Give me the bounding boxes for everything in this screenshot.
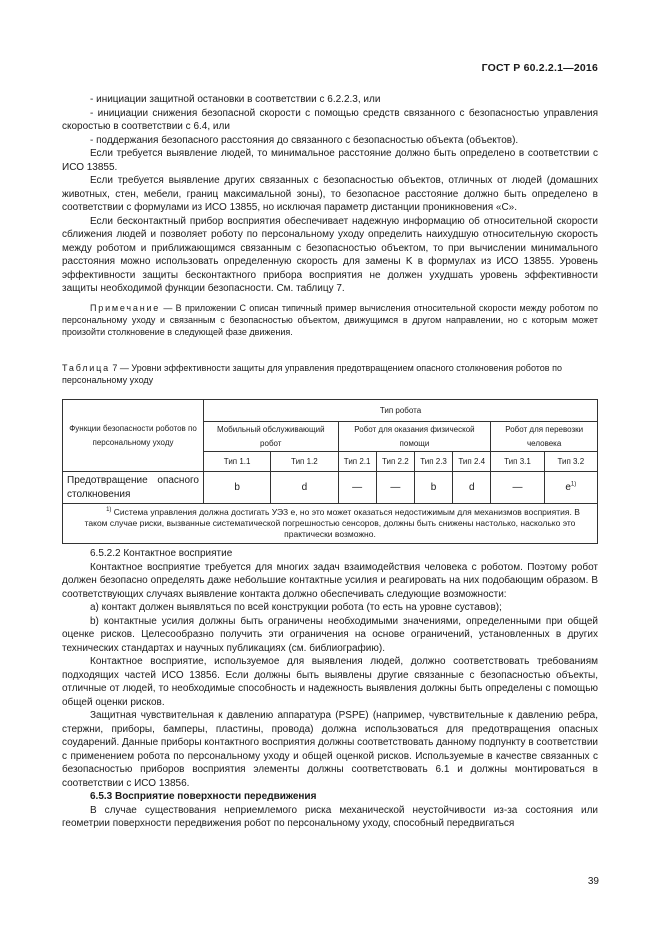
value-cell: b <box>204 472 271 504</box>
value-last: e <box>565 481 571 493</box>
type-cell: Тип 1.1 <box>204 452 271 472</box>
value-cell: b <box>414 472 452 504</box>
section-heading-contact: 6.5.2.2 Контактное восприятие <box>90 548 233 559</box>
type-cell: Тип 2.3 <box>414 452 452 472</box>
paragraph-surface: В случае существования неприемлемого риска механической неустойчивости из-за состояния или геометрии поверхности передвижения робот по персональному уходу, способный передвигаться <box>62 804 598 829</box>
footnote-row <box>63 504 598 544</box>
paragraph-people-detection: Если требуется выявление людей, то минимальное расстояние должно быть определено в соответствии с ИСО 13855. <box>62 148 598 173</box>
table-7 <box>62 399 598 544</box>
note-text: — В приложении С описан типичный пример вычисления относительной скорости между роботом по персональному уходу и связанным с безопасностью объектом, движущимся в другом направлении, но с которым может произойти столкновение в следующей фазе движения. <box>62 302 598 337</box>
paragraph-iso13856: Контактное восприятие, используемое для выявления людей, должно соответствовать требованиям подходящих частей ИСО 13856. Если должны быть выявлены другие связанные с безопасностью объекты, отличные от людей, то необходимые способность и надежность выявления должны быть определены с помощью общей оценки рисков. <box>62 656 598 708</box>
type-cell: Тип 2.1 <box>338 452 376 472</box>
value-cell: — <box>338 472 376 504</box>
footnote-text: Система управления должна достигать УЭЗ e, но это может оказаться недостижимым для механизмов восприятия. В таком случае риски, вызванные систематической погрешностью сенсоров, должны быть снижены настолько, насколько это практически возможно. <box>84 507 580 539</box>
note-label: Примечание <box>90 302 161 313</box>
col-header-functions: Функции безопасности роботов по персональному уходу <box>63 400 204 472</box>
standard-header: ГОСТ Р 60.2.2.1—2016 <box>481 62 598 74</box>
section-heading-surface: 6.5.3 Восприятие поверхности передвижения <box>90 791 317 802</box>
table-caption-text: 7 — Уровни эффективности защиты для управления предотвращением опасного столкновения роботов по персональному уходу <box>62 363 562 385</box>
row-label: Предотвращение опасного столкновения <box>63 472 204 504</box>
group-transport: Робот для перевозки человека <box>491 422 598 452</box>
value-last-footnote-mark: 1) <box>570 481 577 488</box>
type-cell: Тип 3.2 <box>544 452 597 472</box>
type-cell: Тип 3.1 <box>491 452 544 472</box>
intro-text <box>62 93 598 338</box>
footnote-mark: 1) <box>106 507 112 514</box>
table-7-block <box>62 362 598 544</box>
type-cell: Тип 1.2 <box>271 452 338 472</box>
paragraph-contact-intro: Контактное восприятие требуется для многих задач взаимодействия человека с роботом. Поэтому робот должен безопасно определять даже небольшие контактные усилия и реагировать на них подобающим образом. В соответствующих случаях выявление контакта должно обеспечивать следующие возможности: <box>62 561 598 600</box>
list-item-a: а) контакт должен выявляться по всей конструкции робота (то есть на уровне суставов); <box>90 602 502 613</box>
page-number: 39 <box>587 876 599 887</box>
paragraph-other-objects: Если требуется выявление других связанных с безопасностью объектов, отличных от людей (домашних животных, стен, мебели, границ максимальной зоны), то безопасное расстояние должно быть определено в соответствии с формулами из ИСО 13855, но исключая параметр дистанции проникновения «C». <box>62 175 598 213</box>
group-physical: Робот для оказания физической помощи <box>338 422 491 452</box>
col-header-robot-type: Тип робота <box>204 400 598 422</box>
bullet-1: - инициации защитной остановки в соответствии с 6.2.2.3, или <box>90 94 381 105</box>
type-cell: Тип 2.2 <box>376 452 414 472</box>
bullet-3: - поддержания безопасного расстояния до связанного с безопасностью объекта (объектов). <box>90 134 519 146</box>
value-cell: d <box>453 472 491 504</box>
group-mobile: Мобильный обслуживающий робот <box>204 422 339 452</box>
paragraph-pspe: Защитная чувствительная к давлению аппаратура (PSPE) (например, чувствительные к давлению ребра, стержни, приборы, бамперы, пластины, провода) должна использоваться для предотвращения опасных соударений. Данные приборы контактного восприятия должны соответствовать данному подпункту в соответствии с применением робота по персональному уходу и общей оценкой рисков. Используемые в качестве связанных с безопасностью приборов восприятия элементы должны соответствовать 6.1 и должны монтироваться в соответствии с ИСО 13856. <box>62 710 598 789</box>
table-row <box>63 472 598 504</box>
list-item-b: b) контактные усилия должны быть ограничены необходимыми значениями, определенными при общей оценке рисков. Целесообразно получить эти ограничения на основе ограничений, установленных в других технических стандартах и научных публикациях (см. библиографию). <box>62 615 598 654</box>
table-footnote <box>63 504 598 544</box>
value-cell: d <box>271 472 338 504</box>
value-cell-last <box>544 472 597 504</box>
table-caption <box>62 362 598 386</box>
type-cell: Тип 2.4 <box>453 452 491 472</box>
value-cell: — <box>376 472 414 504</box>
note <box>62 302 598 338</box>
paragraph-contactless-device: Если бесконтактный прибор восприятия обеспечивает надежную информацию об относительной скорости сближения людей и позволяет роботу по персональному уходу определить наихудшую относительную скорость между роботом и приближающимся связанным с безопасностью объектом, то при вычислении минимального расстояния можно использовать определенную скорость для замены K в формулах из ИСО 13855. Уровень эффективности защиты бесконтактного прибора восприятия не должен ухудшать уровень эффективности защиты необходимой функции безопасности. См. таблицу 7. <box>62 215 598 294</box>
bullet-2: - инициации снижения безопасной скорости с помощью средств связанного с безопасностью управления скоростью в соответствии с 6.4, или <box>62 107 598 132</box>
table-caption-label: Таблица <box>62 363 110 373</box>
section-text <box>62 547 598 831</box>
value-cell: — <box>491 472 544 504</box>
